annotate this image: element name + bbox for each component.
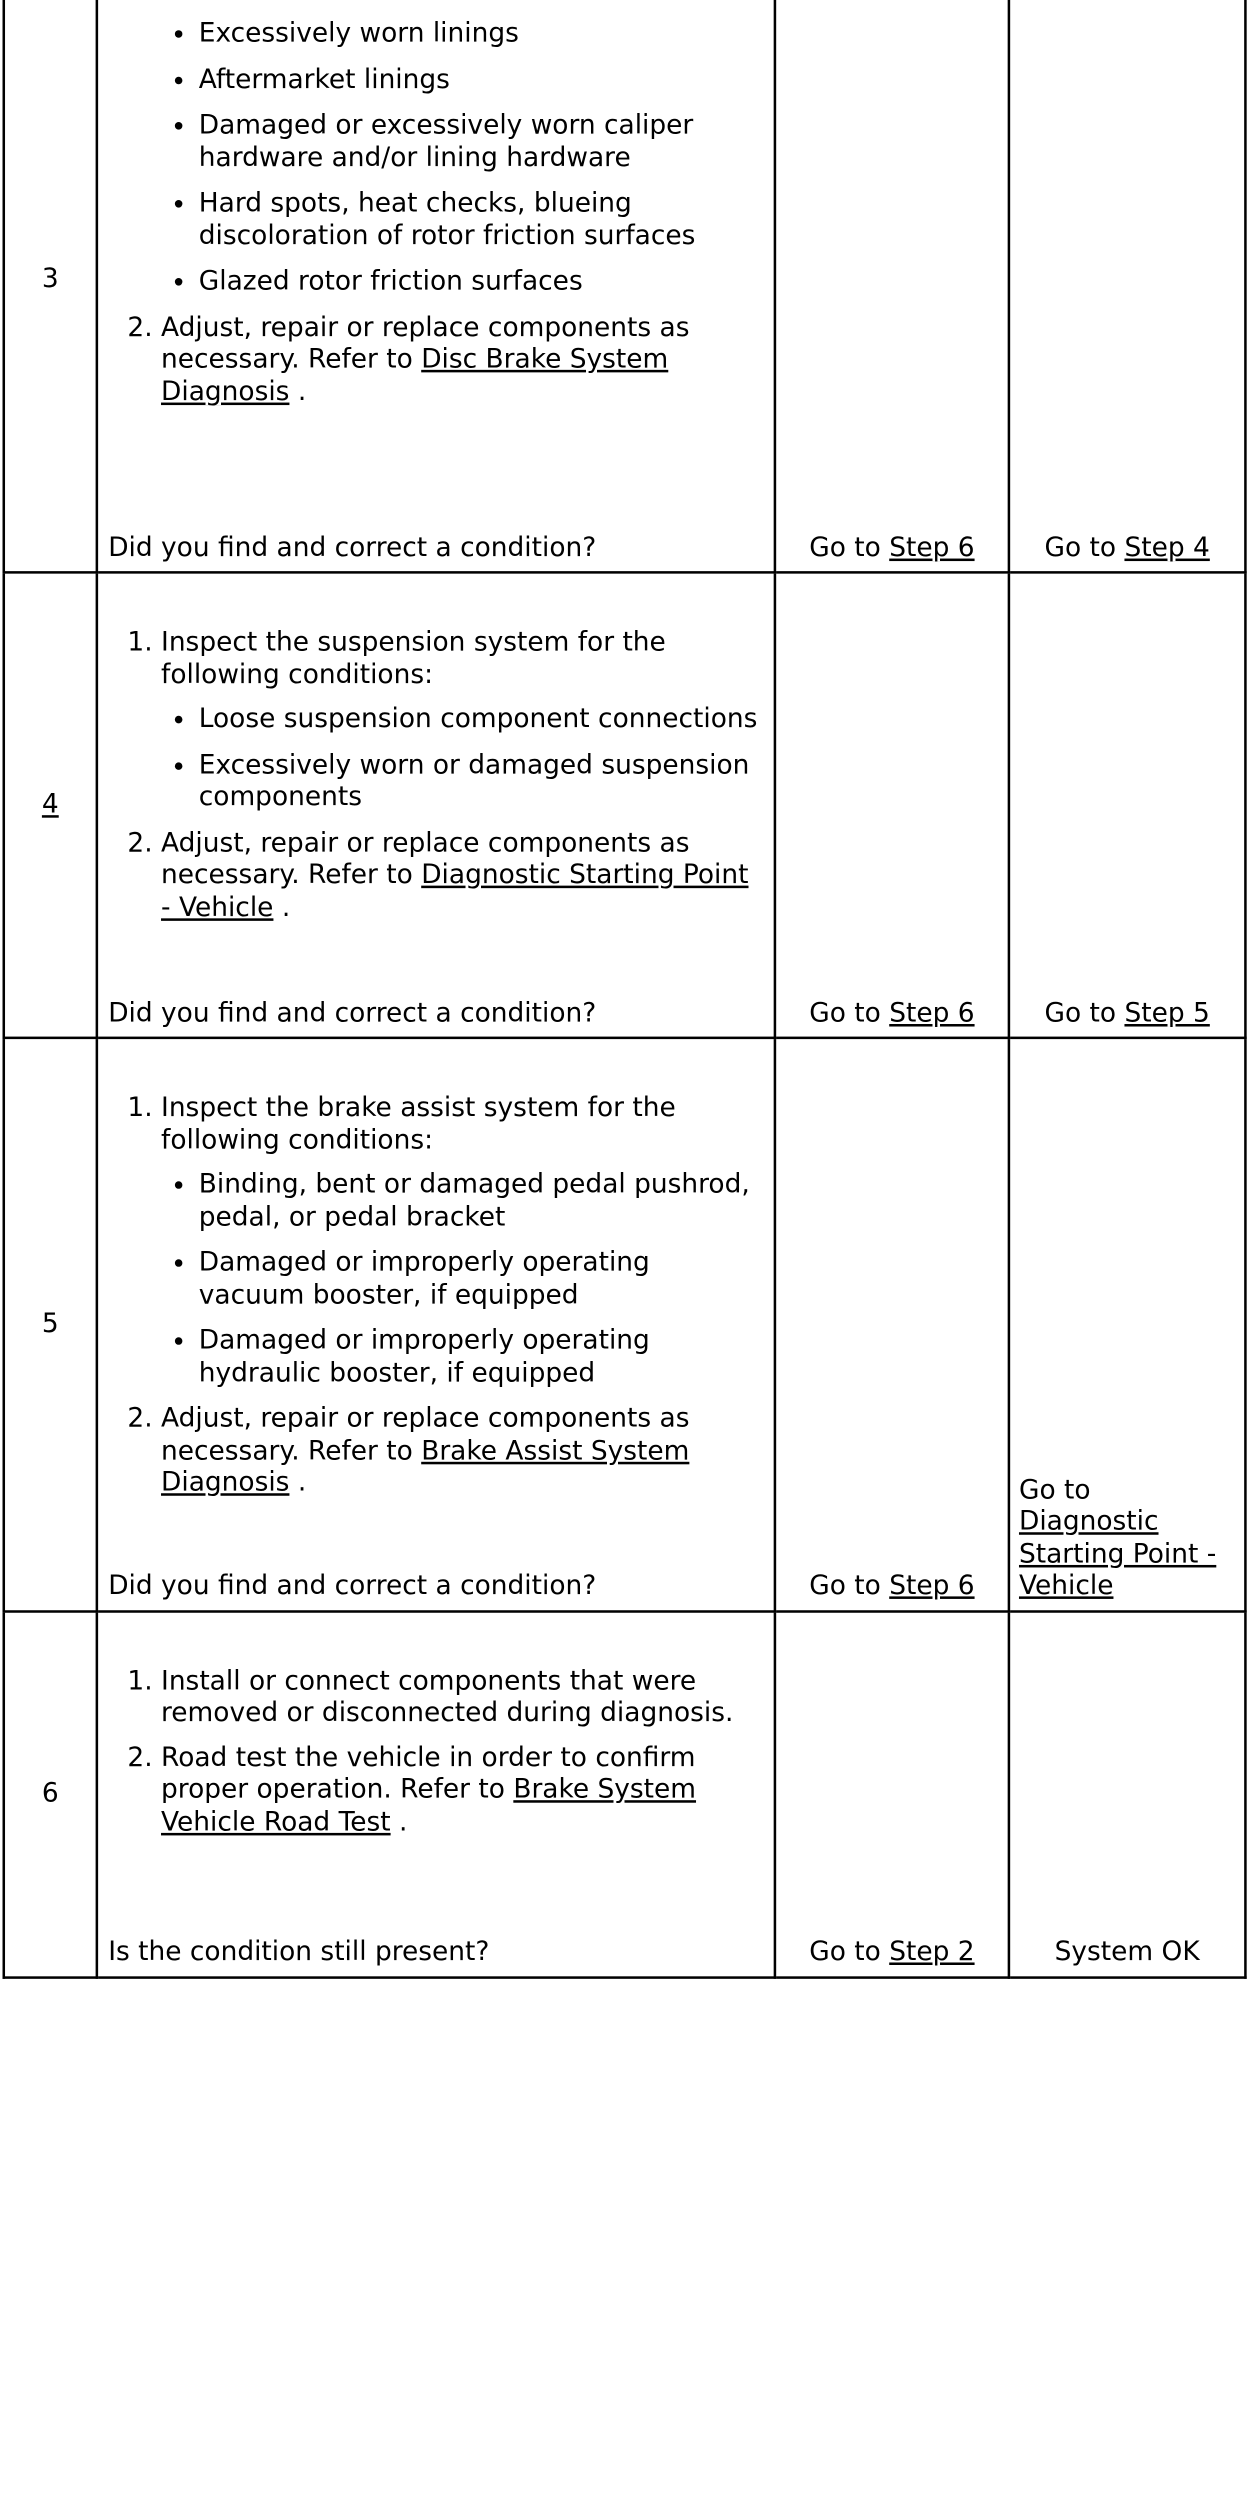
yes-cell: Go to Step 6: [775, 572, 1009, 1037]
link-brake-assist-system-diagnosis[interactable]: Brake Assist System Diagnosis: [161, 1434, 690, 1498]
yes-cell: Go to Step 6: [775, 1038, 1009, 1611]
list-item: 1. Inspect the suspension system for the following conditions: • Loose suspension component connections • Excessively worn or damaged suspension components: [161, 626, 764, 813]
system-ok-text: System OK: [1054, 1936, 1200, 1967]
table-row-step-4: [4, 572, 1246, 1037]
link-diagnostic-starting-point-vehicle[interactable]: Diagnostic Starting Point - Vehicle: [1018, 1505, 1217, 1601]
no-cell: Go to Step 4: [1009, 0, 1246, 572]
list-item: 2. Adjust, repair or replace components as necessary. Refer to Diagnostic Starting Point - Vehicle .: [161, 827, 764, 923]
step-number: 5: [4, 1038, 97, 1611]
question-text: Is the condition still present?: [108, 1936, 490, 1967]
no-cell: [1009, 1611, 1246, 1977]
link-step-5[interactable]: Step 5: [1124, 996, 1210, 1028]
list-item: • Binding, bent or damaged pedal pushrod, pedal, or pedal bracket: [199, 1169, 764, 1233]
list-item: • Hard spots, heat checks, blueing discoloration of rotor friction surfaces: [199, 187, 764, 251]
list-item: 1. Install or connect components that were removed or disconnected during diagnosis.: [161, 1665, 764, 1729]
list-item: • Aftermarket linings: [199, 64, 764, 96]
link-step-6[interactable]: Step 6: [889, 996, 975, 1028]
list-item: • Glazed rotor friction surfaces: [199, 265, 764, 297]
action-cell: [97, 0, 775, 572]
question-text: Did you find and correct a condition?: [108, 1569, 597, 1601]
action-cell: [97, 1611, 775, 1977]
table-row-step-5: [4, 1038, 1246, 1611]
yes-cell: Go to Step 6: [775, 0, 1009, 572]
list-item: 2. Road test the vehicle in order to confirm proper operation. Refer to Brake System Vehicle Road Test .: [161, 1742, 764, 1838]
step-number: 3: [4, 0, 97, 572]
list-item: 2. Adjust, repair or replace components as necessary. Refer to Disc Brake System Diagnosis .: [161, 311, 764, 407]
list-item: • Damaged or improperly operating vacuum booster, if equipped: [199, 1247, 764, 1311]
list-item: • Damaged or excessively worn caliper hardware and/or lining hardware: [199, 109, 764, 173]
link-diagnostic-starting-point-vehicle[interactable]: Diagnostic Starting Point - Vehicle: [161, 859, 749, 922]
link-disc-brake-system-diagnosis[interactable]: Disc Brake System Diagnosis: [161, 343, 669, 406]
link-step-6[interactable]: Step 6: [889, 531, 975, 562]
link-step-4[interactable]: Step 4: [1124, 531, 1210, 562]
list-item: • Damaged or improperly operating hydraulic booster, if equipped: [199, 1325, 764, 1389]
link-step-2[interactable]: Step 2: [889, 1936, 975, 1967]
step-number[interactable]: [4, 572, 97, 1037]
list-item: 2. Adjust, repair or replace components as necessary. Refer to Brake Assist System Diagnosis .: [161, 1403, 764, 1499]
question-text: Did you find and correct a condition?: [108, 996, 597, 1028]
list-item: • Loose suspension component connections: [199, 703, 764, 735]
table-row-step-6: [4, 1611, 1246, 1977]
yes-cell: Go to Step 2: [775, 1611, 1009, 1977]
no-cell: Go to Step 5: [1009, 572, 1246, 1037]
action-cell: [97, 1038, 775, 1611]
list-item: • Excessively worn or damaged suspension components: [199, 749, 764, 813]
list-item: • Excessively worn linings: [199, 18, 764, 50]
link-brake-system-vehicle-road-test[interactable]: Brake System Vehicle Road Test: [161, 1773, 697, 1837]
question-text: Did you find and correct a condition?: [108, 531, 597, 562]
diagnostic-table: [3, 0, 1247, 1978]
list-item: 1. Inspect the brake assist system for the following conditions: • Binding, bent or damaged pedal pushrod, pedal, or pedal bracket • Damaged or improperly operating vacuum booster, if equipped • Damaged or improperly operating hydraulic booster, if equipped: [161, 1092, 764, 1389]
step-4-link[interactable]: 4: [41, 789, 59, 820]
action-cell: [97, 572, 775, 1037]
step-number: 6: [4, 1611, 97, 1977]
no-cell: Go to Diagnostic Starting Point - Vehicle: [1009, 1038, 1246, 1611]
link-step-6[interactable]: Step 6: [889, 1569, 975, 1601]
table-row-step-3: [4, 0, 1246, 572]
